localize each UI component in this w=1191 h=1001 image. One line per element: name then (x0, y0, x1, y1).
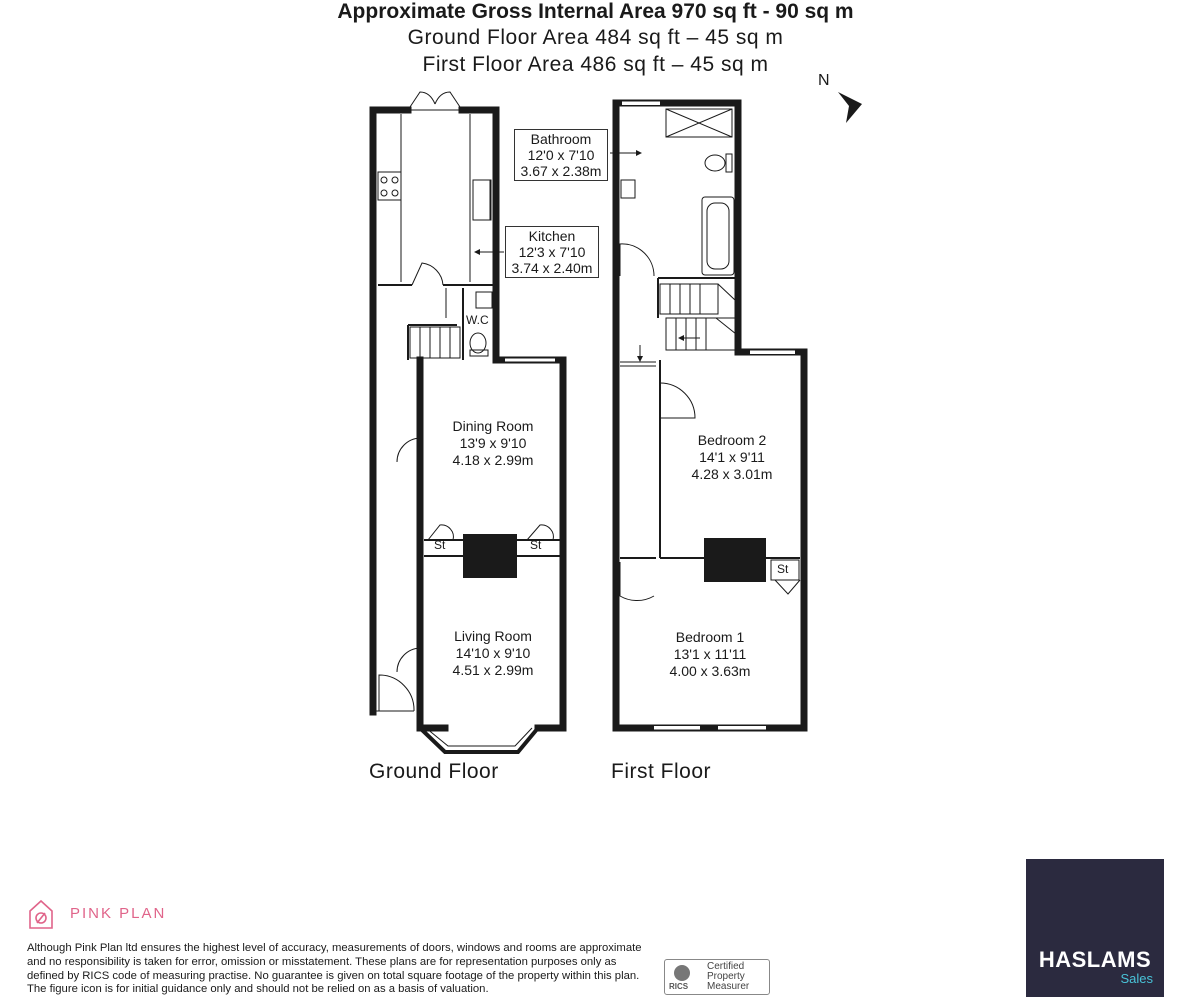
first-floor-title: First Floor (611, 760, 711, 783)
living-room-label (413, 628, 573, 679)
north-arrow-icon (838, 92, 862, 123)
rics-line-1: Certified (707, 961, 745, 972)
bathroom-imperial: 12'0 x 7'10 (527, 147, 595, 163)
bathroom-name: Bathroom (530, 131, 592, 147)
pink-plan-logo (30, 901, 52, 928)
bathroom-label (514, 129, 608, 181)
haslams-logo (1026, 859, 1164, 997)
kitchen-imperial: 12'3 x 7'10 (518, 244, 586, 260)
ground-floor-title: Ground Floor (369, 760, 499, 783)
ground-floor-area-heading: Ground Floor Area 484 sq ft – 45 sq m (407, 26, 784, 49)
bedroom-2-label (652, 432, 812, 483)
disclaimer-text: Although Pink Plan ltd ensures the highest level of accuracy, measurements of doors, windows and rooms are approximate and no responsibility is taken for error, omission or misstatement. These plans are for representation purposes only as defined by RICS code of measuring practise. No guarantee is given on total square footage of the property within this plan. The figure icon is for initial guidance only and should not be relied on as a basis of valuation. (27, 942, 642, 996)
kitchen-name: Kitchen (528, 228, 576, 244)
bedroom-1-label (630, 629, 790, 680)
first-floor-area-heading: First Floor Area 486 sq ft – 45 sq m (422, 53, 769, 76)
bedroom-1-name: Bedroom 1 (675, 629, 745, 645)
pink-plan-brand: PINK PLAN (70, 905, 167, 922)
kitchen-label (505, 226, 599, 278)
living-room-name: Living Room (454, 628, 532, 644)
rics-label: RICS (669, 982, 689, 991)
bedroom-2-metric: 4.28 x 3.01m (691, 466, 773, 482)
rics-line-2: Property (707, 971, 745, 982)
dining-room-label (413, 418, 573, 469)
store-label-bedroom: St (777, 562, 789, 576)
bedroom-2-name: Bedroom 2 (697, 432, 767, 448)
bedroom-1-imperial: 13'1 x 11'11 (673, 646, 747, 662)
dining-room-imperial: 13'9 x 9'10 (459, 435, 527, 451)
rics-badge (664, 959, 770, 995)
bedroom-1-metric: 4.00 x 3.63m (669, 663, 751, 679)
total-area-heading: Approximate Gross Internal Area 970 sq ft - 90 sq m (337, 0, 854, 23)
dining-room-metric: 4.18 x 2.99m (452, 452, 534, 468)
haslams-sales: Sales (1120, 971, 1153, 986)
store-label-left: St (434, 538, 446, 552)
rics-certified-text (707, 962, 749, 992)
bedroom-2-imperial: 14'1 x 9'11 (699, 449, 765, 465)
kitchen-metric: 3.74 x 2.40m (511, 260, 593, 276)
rics-line-3: Measurer (707, 981, 750, 992)
dining-room-name: Dining Room (452, 418, 534, 434)
living-room-imperial: 14'10 x 9'10 (455, 645, 531, 661)
wc-label: W.C (466, 313, 489, 327)
store-label-right: St (530, 538, 542, 552)
living-room-metric: 4.51 x 2.99m (452, 662, 534, 678)
compass-north-label: N (818, 72, 830, 89)
bathroom-metric: 3.67 x 2.38m (520, 163, 602, 179)
haslams-name: HASLAMS (1038, 947, 1152, 972)
